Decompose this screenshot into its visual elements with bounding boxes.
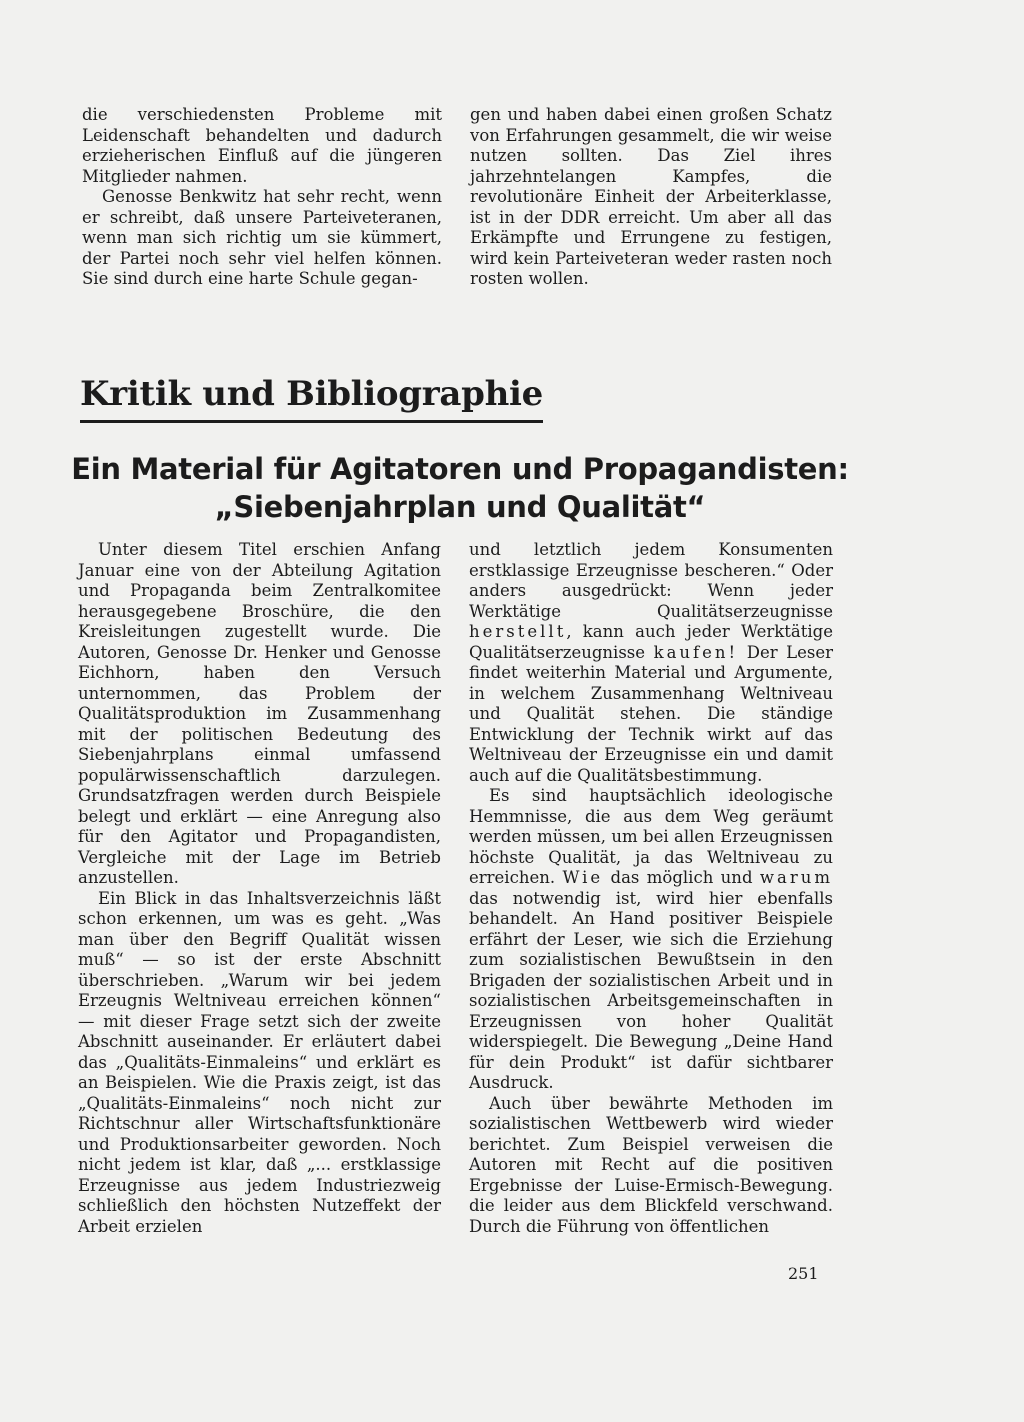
paragraph	[469, 786, 833, 1094]
continued-text-left-column	[82, 105, 442, 290]
paragraph: die verschiedensten Probleme mit Leidenschaft behandelten und dadurch erzieherischen Einfluß auf die jüngeren Mitglieder nahmen.	[82, 105, 442, 186]
paragraph: Genosse Benkwitz hat sehr recht, wenn er schreibt, daß unsere Parteiveteranen, wenn man sich richtig um sie kümmert, der Partei noch sehr viel helfen können. Sie sind durch eine harte Schule gegan-	[82, 187, 442, 288]
section-heading: Kritik und Bibliographie	[80, 372, 543, 423]
emphasized-word: warum	[759, 868, 833, 887]
text-run: Der Leser findet weiterhin Material und Argumente, in welchem Zusammenhang Weltniveau und Qualität stehen. Die ständige Entwicklung der Technik wirkt auf das Weltniveau der Erzeugnisse ein und damit auch auf die Qualitätsbestimmung.	[469, 642, 833, 785]
text-run: Es sind hauptsächlich ideologische Hemmnisse, die aus dem Weg geräumt werden müssen, um bei allen Erzeugnissen höchste Qualität, ja das Weltniveau zu erreichen.	[469, 786, 833, 887]
article-left-column	[78, 540, 441, 1237]
emphasized-word: herstellt	[469, 622, 567, 641]
article-right-column	[469, 540, 833, 1237]
article-title-line-2: „Siebenjahrplan und Qualität“	[214, 490, 706, 524]
paragraph: Auch über bewährte Methoden im sozialistischen Wettbewerb wird wieder berichtet. Zum Beispiel verweisen die Autoren mit Recht auf die positiven Ergebnisse der Luise-Ermisch-Bewegung. die leider aus dem Blickfeld verschwand. Durch die Führung von öffentlichen	[469, 1093, 833, 1236]
text-run: das möglich und	[603, 868, 760, 887]
text-run: und letztlich jedem Konsumenten erstklassige Erzeugnisse bescheren.“ Oder anders ausgedrückt: Wenn jeder Werktätige Qualitätserzeugnisse	[469, 540, 833, 621]
article-title-line-1: Ein Material für Agitatoren und Propagandisten:	[71, 452, 849, 486]
continued-text-right-column	[470, 105, 832, 290]
paragraph	[469, 540, 833, 786]
paragraph: gen und haben dabei einen großen Schatz von Erfahrungen gesammelt, die wir weise nutzen sollten. Das Ziel ihres jahrzehntelangen Kampfes, die revolutionäre Einheit der Arbeiterklasse, ist in der DDR erreicht. Um aber all das Erkämpfte und Errungene zu festigen, wird kein Parteiveteran weder rasten noch rosten wollen.	[470, 105, 832, 288]
paragraph: Unter diesem Titel erschien Anfang Januar eine von der Abteilung Agitation und Propaganda beim Zentralkomitee herausgegebene Broschüre, die den Kreisleitungen zugestellt wurde. Die Autoren, Genosse Dr. Henker und Genosse Eichhorn, haben den Versuch unternommen, das Problem der Qualitätsproduktion im Zusammenhang mit der politischen Bedeutung des Siebenjahrplans einmal umfassend populärwissenschaftlich darzulegen. Grundsatzfragen werden durch Beispiele belegt und erklärt — eine Anregung also für den Agitator und Propagandisten, Vergleiche mit der Lage im Betrieb anzustellen.	[78, 540, 441, 887]
emphasized-word: kaufen!	[653, 642, 739, 662]
emphasized-word: Wie	[562, 868, 604, 887]
text-run: das notwendig ist, wird hier ebenfalls behandelt. An Hand positiver Beispiele erfährt der Leser, wie sich die Erziehung zum sozialistischen Bewußtsein in den Brigaden der sozialistischen Arbeit und in sozialistischen Arbeitsgemeinschaften in Erzeugnissen von hoher Qualität widerspiegelt. Die Bewegung „Deine Hand für dein Produkt“ ist dafür sichtbarer Ausdruck.	[469, 888, 833, 1092]
text-run: , kann auch jeder Werktätige Qualitätserzeugnisse	[469, 622, 833, 662]
article-title	[60, 450, 860, 526]
page-number: 251	[788, 1264, 819, 1283]
paragraph: Ein Blick in das Inhaltsverzeichnis läßt schon erkennen, um was es geht. „Was man über den Begriff Qualität wissen muß“ — so ist der erste Abschnitt überschrieben. „Warum wir bei jedem Erzeugnis Weltniveau erreichen können“ — mit dieser Frage setzt sich der zweite Abschnitt auseinander. Er erläutert dabei das „Qualitäts-Einmaleins“ und erklärt es an Beispielen. Wie die Praxis zeigt, ist das „Qualitäts-Einmaleins“ noch nicht zur Richtschnur aller Wirtschaftsfunktionäre und Produktionsarbeiter geworden. Noch nicht jedem ist klar, daß „... erstklassige Erzeugnisse aus jedem Industriezweig schließlich den höchsten Nutzeffekt der Arbeit erzielen	[78, 888, 441, 1236]
